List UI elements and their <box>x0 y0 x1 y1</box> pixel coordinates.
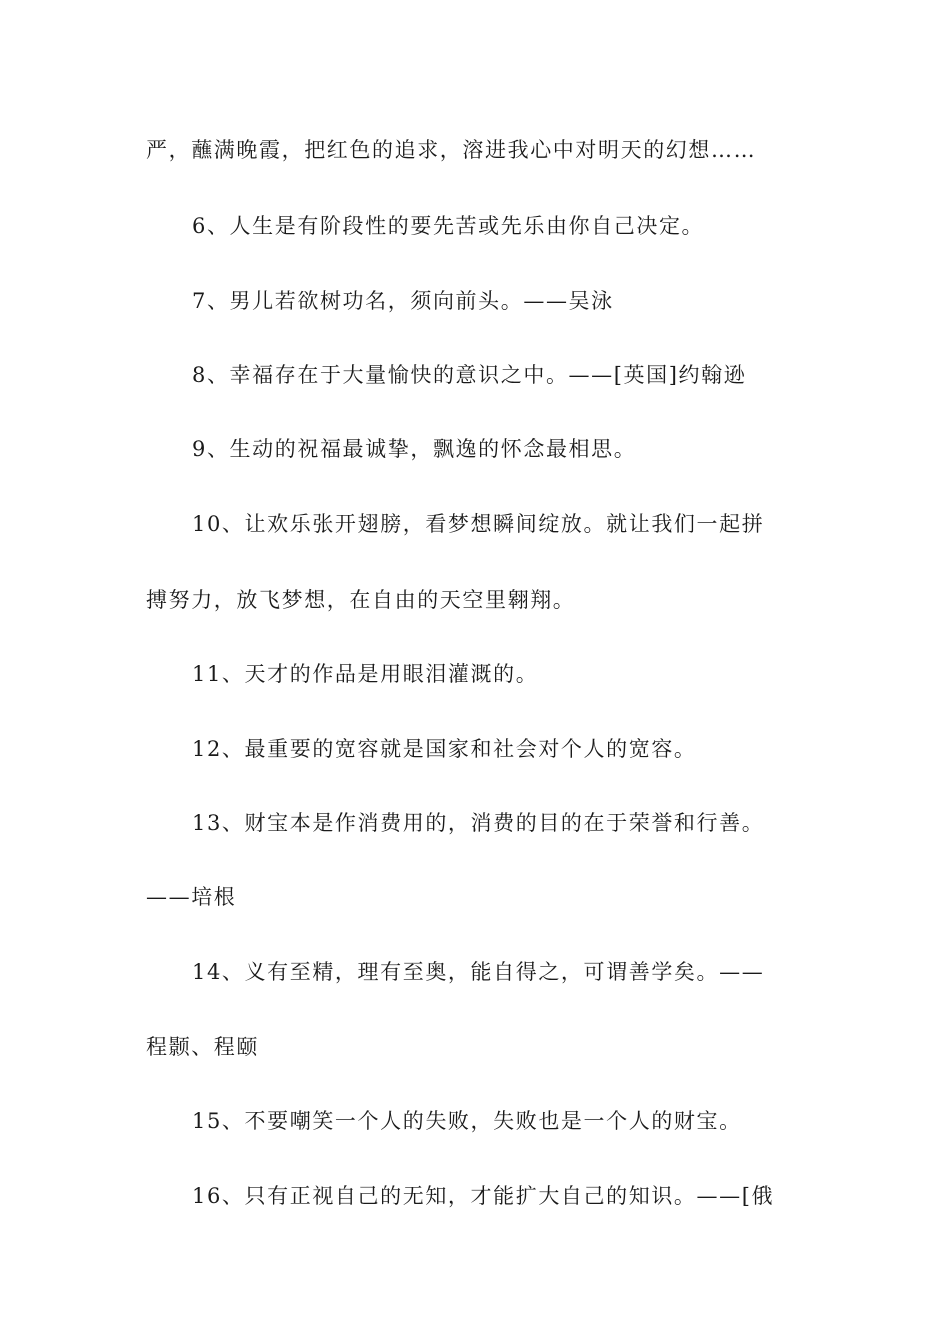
quote-item-10: 10、让欢乐张开翅膀，看梦想瞬间绽放。就让我们一起拼 <box>192 512 765 536</box>
quote-item-11: 11、天才的作品是用眼泪灌溉的。 <box>192 662 539 686</box>
quote-item-6: 6、人生是有阶段性的要先苦或先乐由你自己决定。 <box>192 214 705 238</box>
quote-item-9: 9、生动的祝福最诚挚，飘逸的怀念最相思。 <box>192 437 637 461</box>
quote-item-7: 7、男儿若欲树功名，须向前头。——吴泳 <box>192 289 614 313</box>
quote-item-14-attribution: 程颢、程颐 <box>146 1035 259 1059</box>
quote-item-13-attribution: ——培根 <box>146 885 237 909</box>
quote-item-12: 12、最重要的宽容就是国家和社会对个人的宽容。 <box>192 737 697 761</box>
quote-item-15: 15、不要嘲笑一个人的失败，失败也是一个人的财宝。 <box>192 1109 742 1133</box>
quote-item-13: 13、财宝本是作消费用的，消费的目的在于荣誉和行善。 <box>192 811 765 835</box>
quote-item-10-continuation: 搏努力，放飞梦想，在自由的天空里翱翔。 <box>146 588 576 612</box>
quote-item-8: 8、幸福存在于大量愉快的意识之中。——[英国]约翰逊 <box>192 363 747 387</box>
text-line-continuation: 严，蘸满晚霞，把红色的追求，溶进我心中对明天的幻想…… <box>146 138 757 162</box>
quote-item-16: 16、只有正视自己的无知，才能扩大自己的知识。——[俄 <box>192 1184 775 1208</box>
quote-item-14: 14、义有至精，理有至奥，能自得之，可谓善学矣。—— <box>192 960 765 984</box>
